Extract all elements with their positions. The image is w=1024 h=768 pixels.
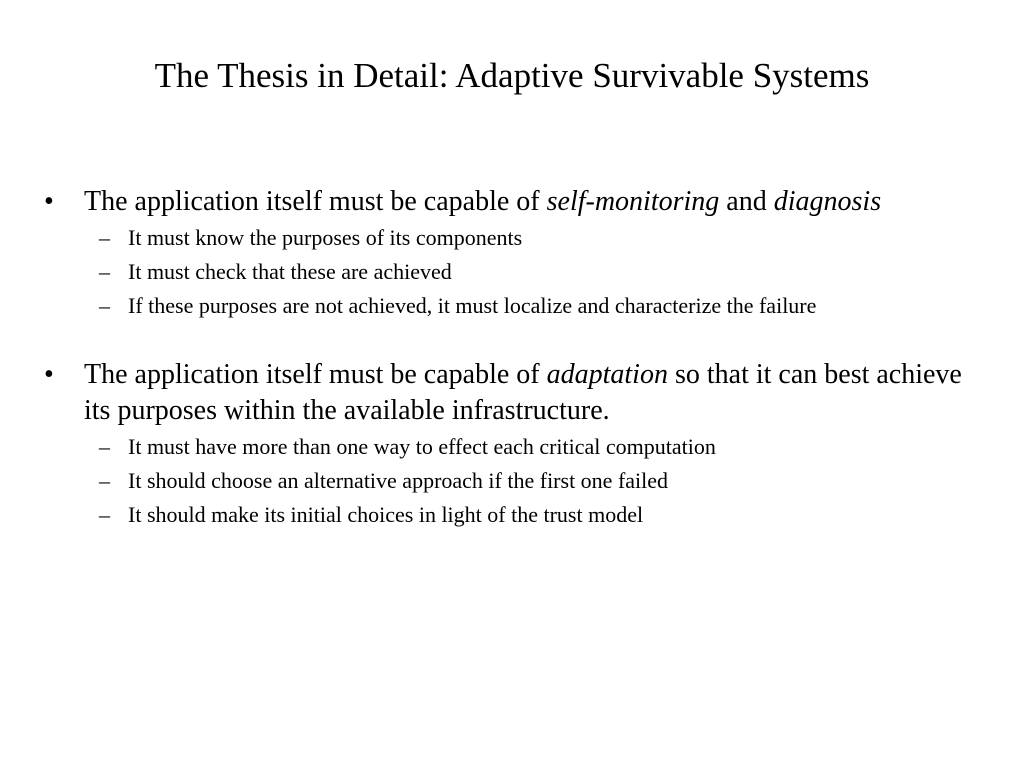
bullet-marker: • xyxy=(44,186,54,217)
emphasis-adaptation: adaptation xyxy=(546,359,668,390)
bullet-text-before: The application itself must be capable of xyxy=(84,359,547,390)
bullet-item-adaptation xyxy=(44,357,984,532)
sub-item xyxy=(84,289,984,323)
sub-item xyxy=(84,255,984,289)
sub-item-text: It should choose an alternative approach if the first one failed xyxy=(128,468,669,493)
emphasis-self-monitoring: self-monitoring xyxy=(546,186,720,217)
sub-item xyxy=(84,464,984,498)
sub-item-text: It must check that these are achieved xyxy=(128,259,452,284)
sub-item-text: It must have more than one way to effect each critical computation xyxy=(128,434,716,459)
sub-marker: – xyxy=(99,259,110,284)
sub-item-text: It should make its initial choices in light of the trust model xyxy=(128,502,644,527)
bullet-text xyxy=(84,359,962,426)
sub-marker: – xyxy=(99,293,110,318)
sub-marker: – xyxy=(99,468,110,493)
bullet-text-before: The application itself must be capable of xyxy=(84,186,547,217)
sub-item xyxy=(84,498,984,532)
sub-item-text: It must know the purposes of its components xyxy=(128,225,523,250)
sub-item-text: If these purposes are not achieved, it must localize and characterize the failure xyxy=(128,293,817,318)
bullet-text-middle: and xyxy=(719,186,774,217)
bullet-marker: • xyxy=(44,359,54,390)
sub-marker: – xyxy=(99,502,110,527)
sub-item xyxy=(84,221,984,255)
sub-list xyxy=(84,430,984,532)
sub-marker: – xyxy=(99,434,110,459)
emphasis-diagnosis: diagnosis xyxy=(773,186,882,217)
bullet-text-middle: so that it can best achieve its purposes within the available infrastructure. xyxy=(84,359,962,426)
slide-title: The Thesis in Detail: Adaptive Survivable Systems xyxy=(154,56,870,95)
bullet-item-self-monitoring xyxy=(44,184,984,323)
sub-item xyxy=(84,430,984,464)
bullet-list xyxy=(44,184,984,532)
sub-marker: – xyxy=(99,225,110,250)
bullet-text xyxy=(84,186,881,217)
sub-list xyxy=(84,221,984,323)
